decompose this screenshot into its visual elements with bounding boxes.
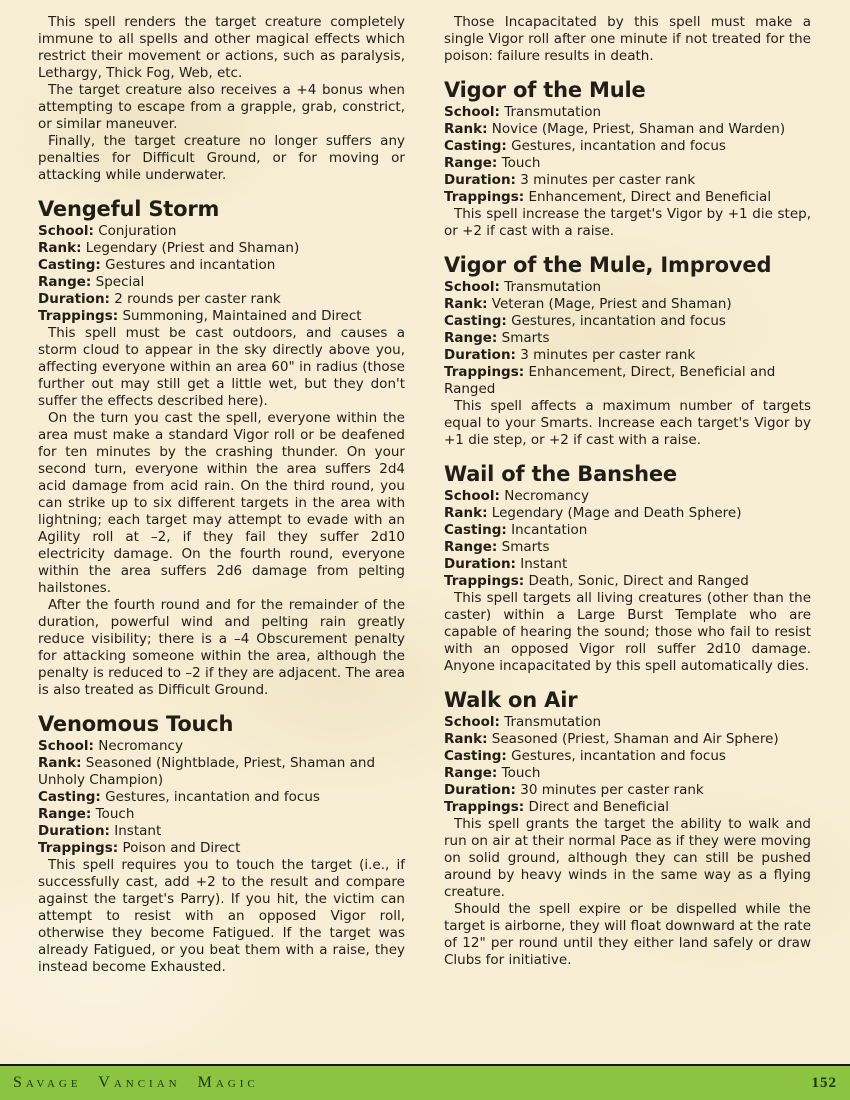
- stat-label: Casting:: [444, 313, 507, 329]
- stat-value: Transmutation: [504, 104, 602, 120]
- stat-label: Trappings:: [444, 189, 525, 205]
- stat-label: Range:: [444, 155, 498, 171]
- paragraph: This spell requires you to touch the target (i.e., if successfully cast, add +2 to the result and compare against the target's Parry). If you hit, the victim can attempt to resist with an opposed Vigor roll, otherwise they become Fatigued. If the target was already Fatigued, or you beat them with a raise, they instead become Exhausted.: [38, 857, 405, 975]
- stat-label: School:: [38, 738, 94, 754]
- paragraph: After the fourth round and for the remainder of the duration, powerful wind and pelting rain greatly reduce visibility; there is a –4 Obscurement penalty for attacking someone within the area, although the penalty is reduced to –2 if they are adjacent. The area is also treated as Difficult Ground.: [38, 597, 405, 698]
- stat-value: Enhancement, Direct, Beneficial and Ranged: [444, 364, 776, 397]
- spell-stat-line: [444, 330, 811, 347]
- spell-stat-line: [444, 765, 811, 782]
- stat-label: Trappings:: [444, 364, 525, 380]
- paragraph: On the turn you cast the spell, everyone within the area must make a standard Vigor roll or be deafened for ten minutes by the crashing thunder. On your second turn, everyone within the area suffers 2d4 acid damage from acid rain. On the third round, you can strike up to six different targets in the area with lightning; each target may attempt to evade with an Agility roll at –2, if they fail they suffer 2d10 electricity damage. On the fourth round, everyone within the area suffers 2d6 damage from pelting hailstones.: [38, 410, 405, 596]
- stat-label: School:: [444, 714, 500, 730]
- stat-value: Novice (Mage, Priest, Shaman and Warden): [491, 121, 786, 137]
- spell-stat-line: [38, 823, 405, 840]
- spell-stat-line: [444, 104, 811, 121]
- stat-label: Range:: [444, 330, 498, 346]
- stat-label: Casting:: [444, 748, 507, 764]
- spell-title: Vigor of the Mule, Improved: [444, 253, 772, 277]
- spell-title: Walk on Air: [444, 688, 578, 712]
- stat-value: Poison and Direct: [122, 840, 241, 856]
- spell-stat-line: [444, 748, 811, 765]
- spell-stat-line: [444, 522, 811, 539]
- paragraph: Those Incapacitated by this spell must make a single Vigor roll after one minute if not treated for the poison: failure results in death.: [444, 14, 811, 64]
- stat-value: Seasoned (Nightblade, Priest, Shaman and Unholy Champion): [38, 755, 376, 788]
- spell-stat-line: [444, 573, 811, 590]
- spell-stat-line: [38, 291, 405, 308]
- stat-value: Touch: [95, 806, 135, 822]
- paragraph: Should the spell expire or be dispelled while the target is airborne, they will float downward at the rate of 12" per round until they either land safely or draw Clubs for initiative.: [444, 901, 811, 968]
- stat-value: Summoning, Maintained and Direct: [122, 308, 362, 324]
- stat-label: Range:: [444, 539, 498, 555]
- stat-label: Rank:: [444, 296, 488, 312]
- stat-value: Gestures, incantation and focus: [105, 789, 320, 805]
- spell-stat-line: [38, 257, 405, 274]
- spell-stat-line: [444, 172, 811, 189]
- stat-label: School:: [444, 279, 500, 295]
- stat-label: Duration:: [444, 556, 516, 572]
- paragraph: This spell must be cast outdoors, and causes a storm cloud to appear in the sky directly above you, affecting everyone within an area 60" in radius (those further out may still get a little wet, but they don't suffer the effects described here).: [38, 325, 405, 409]
- stat-value: 30 minutes per caster rank: [520, 782, 704, 798]
- spell-stat-line: [444, 296, 811, 313]
- spell-stat-line: [444, 799, 811, 816]
- spell-stat-line: [38, 738, 405, 755]
- spell-stat-line: [38, 806, 405, 823]
- spell-stat-line: [444, 364, 811, 398]
- spell-stat-line: [444, 539, 811, 556]
- stat-label: Trappings:: [444, 573, 525, 589]
- spell-title: Vengeful Storm: [38, 197, 220, 221]
- spell-stat-line: [38, 755, 405, 789]
- paragraph: This spell grants the target the ability to walk and run on air at their normal Pace as if they were moving on solid ground, although they can still be pushed around by heavy winds in the same way as a flying creature.: [444, 816, 811, 900]
- stat-value: Smarts: [501, 539, 550, 555]
- paragraph: The target creature also receives a +4 bonus when attempting to escape from a grapple, grab, constrict, or similar maneuver.: [38, 82, 405, 132]
- stat-value: Touch: [501, 765, 541, 781]
- paragraph: This spell increase the target's Vigor by +1 die step, or +2 if cast with a raise.: [444, 206, 811, 239]
- spell-stat-line: [444, 731, 811, 748]
- stat-label: Trappings:: [444, 799, 525, 815]
- stat-label: Casting:: [38, 257, 101, 273]
- paragraph: Finally, the target creature no longer suffers any penalties for Difficult Ground, or for moving or attacking while underwater.: [38, 133, 405, 183]
- stat-value: Gestures, incantation and focus: [511, 313, 726, 329]
- stat-label: Duration:: [38, 291, 110, 307]
- stat-value: Special: [95, 274, 145, 290]
- stat-value: Necromancy: [504, 488, 589, 504]
- stat-value: Veteran (Mage, Priest and Shaman): [491, 296, 732, 312]
- stat-label: Duration:: [444, 172, 516, 188]
- spell-stat-line: [444, 279, 811, 296]
- stat-value: Legendary (Priest and Shaman): [85, 240, 300, 256]
- right-column: [444, 14, 811, 976]
- paragraph: This spell affects a maximum number of targets equal to your Smarts. Increase each target's Vigor by +1 die step, or +2 if cast with a raise.: [444, 398, 811, 448]
- stat-value: Direct and Beneficial: [528, 799, 669, 815]
- spell-stat-line: [444, 505, 811, 522]
- spell-title: Wail of the Banshee: [444, 462, 677, 486]
- stat-label: Trappings:: [38, 840, 119, 856]
- spell-stat-line: [38, 308, 405, 325]
- spell-stat-line: [444, 189, 811, 206]
- stat-label: Casting:: [38, 789, 101, 805]
- spell-title: Venomous Touch: [38, 712, 234, 736]
- footer-bar: [0, 1064, 850, 1100]
- spell-stat-line: [444, 121, 811, 138]
- paragraph: This spell targets all living creatures (other than the caster) within a Large Burst Template who are capable of hearing the sound; those who fail to resist with an opposed Vigor roll suffer 2d10 damage. Anyone incapacitated by this spell automatically dies.: [444, 590, 811, 674]
- stat-value: 3 minutes per caster rank: [520, 347, 696, 363]
- spell-stat-line: [444, 313, 811, 330]
- stat-value: Enhancement, Direct and Beneficial: [528, 189, 772, 205]
- stat-label: Rank:: [444, 731, 488, 747]
- spell-stat-line: [444, 155, 811, 172]
- stat-value: Transmutation: [504, 279, 602, 295]
- stat-label: School:: [444, 104, 500, 120]
- stat-value: Conjuration: [98, 223, 177, 239]
- spell-stat-line: [38, 223, 405, 240]
- stat-value: Instant: [520, 556, 568, 572]
- stat-value: 3 minutes per caster rank: [520, 172, 696, 188]
- spell-stat-line: [444, 347, 811, 364]
- spell-stat-line: [38, 789, 405, 806]
- stat-value: 2 rounds per caster rank: [114, 291, 281, 307]
- stat-value: Death, Sonic, Direct and Ranged: [528, 573, 749, 589]
- stat-label: Casting:: [444, 138, 507, 154]
- spell-title: Vigor of the Mule: [444, 78, 646, 102]
- stat-label: Rank:: [444, 505, 488, 521]
- stat-label: School:: [444, 488, 500, 504]
- stat-value: Touch: [501, 155, 541, 171]
- spell-stat-line: [38, 840, 405, 857]
- stat-label: Range:: [38, 806, 92, 822]
- spell-stat-line: [444, 714, 811, 731]
- spell-stat-line: [38, 240, 405, 257]
- stat-label: Duration:: [444, 782, 516, 798]
- stat-label: Casting:: [444, 522, 507, 538]
- stat-label: Trappings:: [38, 308, 119, 324]
- left-column: [38, 14, 405, 976]
- stat-value: Necromancy: [98, 738, 183, 754]
- spell-stat-line: [38, 274, 405, 291]
- paragraph: This spell renders the target creature completely immune to all spells and other magical effects which restrict their movement or actions, such as paralysis, Lethargy, Thick Fog, Web, etc.: [38, 14, 405, 81]
- stat-label: School:: [38, 223, 94, 239]
- stat-label: Rank:: [38, 755, 82, 771]
- stat-value: Gestures and incantation: [105, 257, 276, 273]
- spell-stat-line: [444, 556, 811, 573]
- spell-stat-line: [444, 782, 811, 799]
- stat-label: Duration:: [444, 347, 516, 363]
- stat-value: Incantation: [511, 522, 588, 538]
- stat-value: Gestures, incantation and focus: [511, 748, 726, 764]
- stat-label: Rank:: [38, 240, 82, 256]
- stat-label: Duration:: [38, 823, 110, 839]
- stat-value: Gestures, incantation and focus: [511, 138, 726, 154]
- stat-value: Seasoned (Priest, Shaman and Air Sphere): [491, 731, 779, 747]
- spell-stat-line: [444, 488, 811, 505]
- footer-book-title: Savage Vancian Magic: [13, 1074, 259, 1091]
- stat-value: Transmutation: [504, 714, 602, 730]
- stat-label: Rank:: [444, 121, 488, 137]
- stat-label: Range:: [444, 765, 498, 781]
- footer-page-number: 152: [811, 1074, 837, 1091]
- stat-label: Range:: [38, 274, 92, 290]
- spell-stat-line: [444, 138, 811, 155]
- stat-value: Smarts: [501, 330, 550, 346]
- stat-value: Instant: [114, 823, 162, 839]
- stat-value: Legendary (Mage and Death Sphere): [491, 505, 742, 521]
